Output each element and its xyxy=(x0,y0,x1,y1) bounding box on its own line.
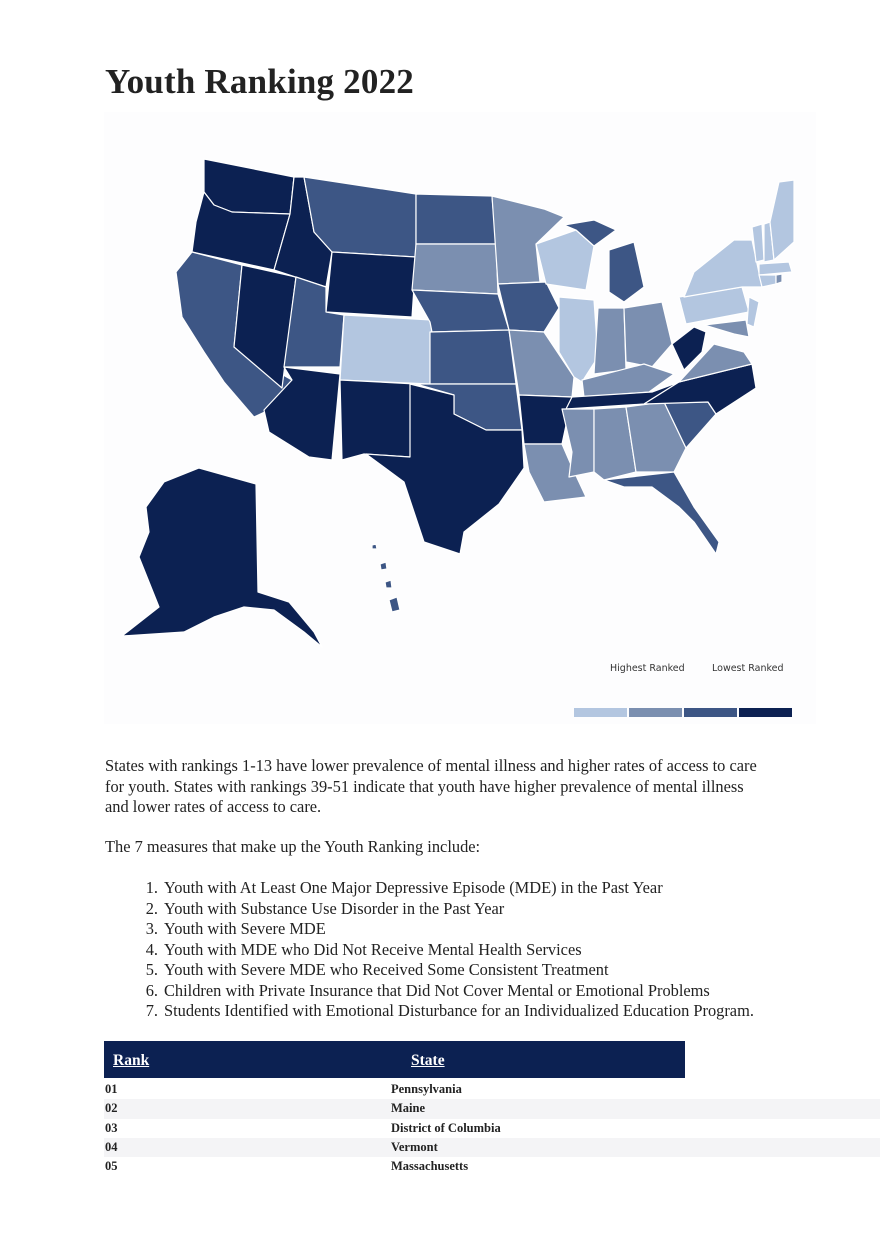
legend-swatch-tier2 xyxy=(629,708,682,717)
state-cell: District of Columbia xyxy=(391,1120,501,1135)
state-alaska xyxy=(122,468,322,647)
state-cell: Maine xyxy=(391,1099,880,1118)
measure-item: 3. Youth with Severe MDE xyxy=(145,919,326,938)
table-row xyxy=(104,1138,880,1157)
measure-item: 7. Students Identified with Emotional Disturbance for an Individualized Education Program. xyxy=(145,1001,754,1020)
measure-item: 6. Children with Private Insurance that Did Not Cover Mental or Emotional Problems xyxy=(145,980,710,1000)
state-ohio xyxy=(624,302,672,367)
state-new-york xyxy=(684,240,762,297)
state-rhode-island xyxy=(776,274,782,284)
table-row xyxy=(104,1099,880,1118)
state-iowa xyxy=(498,282,559,332)
state-kansas xyxy=(430,330,516,384)
state-hawaii-small-2 xyxy=(380,562,387,570)
state-maryland xyxy=(704,320,749,337)
state-hawaii-small-1 xyxy=(372,544,377,549)
legend-low-label: Lowest Ranked xyxy=(712,663,784,674)
state-cell: Vermont xyxy=(391,1138,880,1157)
legend-swatch-tier3 xyxy=(684,708,737,717)
us-map-graphic xyxy=(104,112,816,724)
measure-item: 2. Youth with Substance Use Disorder in the Past Year xyxy=(145,898,505,918)
rank-cell: 03 xyxy=(105,1120,118,1135)
rank-cell: 05 xyxy=(105,1159,118,1174)
state-florida xyxy=(604,472,719,554)
measures-intro: The 7 measures that make up the Youth Ranking include: xyxy=(105,837,481,856)
state-south-dakota xyxy=(412,244,498,294)
us-map xyxy=(104,112,816,724)
state-wyoming xyxy=(326,252,416,317)
table-row xyxy=(104,1157,880,1176)
state-new-mexico xyxy=(340,380,416,460)
state-column-header[interactable]: State xyxy=(411,1052,445,1069)
ranking-table xyxy=(104,1080,880,1176)
rank-cell: 02 xyxy=(104,1099,391,1118)
measure-item: 1. Youth with At Least One Major Depressive Episode (MDE) in the Past Year xyxy=(145,878,663,897)
legend-color-scale xyxy=(574,708,794,717)
state-maine xyxy=(770,180,794,260)
ranking-table-header xyxy=(104,1041,685,1078)
legend-high-label: Highest Ranked xyxy=(610,663,685,674)
legend-swatch-tier4 xyxy=(739,708,792,717)
state-cell: Massachusetts xyxy=(391,1159,469,1174)
description-line-1: States with rankings 1-13 have lower prevalence of mental illness and higher rates of access to care xyxy=(105,756,757,775)
state-hawaii xyxy=(389,597,400,612)
state-hawaii-small-3 xyxy=(385,580,392,588)
description-line-3: and lower rates of access to care. xyxy=(105,797,322,816)
table-row xyxy=(104,1119,880,1138)
page-title: Youth Ranking 2022 xyxy=(105,62,414,101)
description-line-2: for youth. States with rankings 39-51 indicate that youth have higher prevalence of mental illness xyxy=(105,776,744,796)
state-massachusetts xyxy=(759,262,792,275)
state-cell: Pennsylvania xyxy=(391,1082,462,1097)
state-michigan xyxy=(609,242,644,302)
measure-item: 5. Youth with Severe MDE who Received Some Consistent Treatment xyxy=(145,960,609,979)
rank-cell: 04 xyxy=(104,1138,391,1157)
state-indiana xyxy=(594,308,626,374)
state-north-dakota xyxy=(416,194,496,244)
rank-cell: 01 xyxy=(105,1082,118,1097)
measure-item: 4. Youth with MDE who Did Not Receive Mental Health Services xyxy=(145,939,582,959)
state-connecticut xyxy=(759,275,776,287)
legend-swatch-tier1 xyxy=(574,708,627,717)
table-row xyxy=(104,1080,880,1099)
state-new-jersey xyxy=(747,297,759,327)
rank-column-header[interactable]: Rank xyxy=(113,1052,150,1069)
description-paragraph xyxy=(105,756,817,818)
state-colorado xyxy=(340,315,432,384)
measures-list xyxy=(105,878,754,1022)
